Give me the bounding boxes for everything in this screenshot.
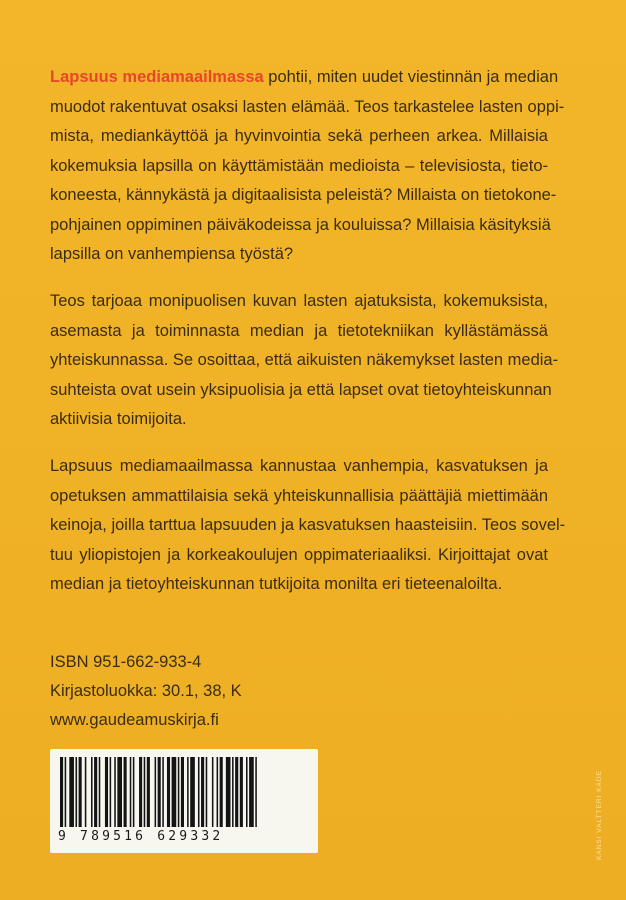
barcode-bar bbox=[246, 757, 248, 827]
barcode-bar bbox=[69, 757, 74, 827]
barcode-bar bbox=[99, 757, 101, 827]
barcode-bar bbox=[226, 757, 231, 827]
barcode-bar bbox=[162, 757, 164, 827]
description-paragraph-3 bbox=[50, 452, 566, 600]
barcode-bar bbox=[65, 757, 67, 827]
paragraph-line: tuu yliopistojen ja korkeakoulujen oppimateriaaliksi. Kirjoittajat ovat bbox=[50, 545, 548, 564]
barcode-bar bbox=[114, 757, 116, 827]
barcode-bar bbox=[144, 757, 146, 827]
barcode-bars bbox=[60, 757, 308, 829]
barcode-bar bbox=[220, 757, 223, 827]
paragraph-line: muodot rakentuvat osaksi lasten elämää. Teos tarkastelee lasten oppi- bbox=[50, 97, 565, 116]
paragraph-line: kokemuksia lapsilla on käyttämistään medioista – televisiosta, tieto- bbox=[50, 156, 548, 175]
barcode-bar bbox=[85, 757, 87, 827]
barcode-bar bbox=[94, 757, 97, 827]
paragraph-line: yhteiskunnassa. Se osoittaa, että aikuisten näkemykset lasten media- bbox=[50, 351, 559, 369]
barcode-bar bbox=[172, 757, 177, 827]
paragraph-line: asemasta ja toiminnasta median ja tietotekniikan kyllästämässä bbox=[50, 321, 548, 340]
paragraph-line: Teos tarjoaa monipuolisen kuvan lasten ajatuksista, kokemuksista, bbox=[50, 292, 548, 310]
barcode-bar bbox=[190, 757, 195, 827]
barcode-digits: 9 789516 629332 bbox=[58, 829, 224, 844]
barcode-bar bbox=[155, 757, 157, 827]
paragraph-line: mista, mediankäyttöä ja hyvinvointia sekä perheen arkea. Millaisia bbox=[50, 127, 548, 145]
barcode-bar bbox=[139, 757, 142, 827]
barcode-bar bbox=[232, 757, 234, 827]
book-title-highlight: Lapsuus mediamaailmassa bbox=[50, 68, 264, 86]
barcode-bar bbox=[212, 757, 214, 827]
paragraph-line: suhteista ovat usein yksipuolisia ja että lapset ovat tietoyhteiskunnan bbox=[50, 380, 552, 399]
publisher-website: www.gaudeamuskirja.fi bbox=[50, 711, 219, 729]
paragraph-line: koneesta, kännykästä ja digitaalisista peleistä? Millaista on tietokone- bbox=[50, 186, 557, 204]
isbn: ISBN 951-662-933-4 bbox=[50, 653, 202, 671]
barcode-bar bbox=[60, 757, 63, 827]
barcode-bar bbox=[198, 757, 200, 827]
barcode bbox=[50, 749, 318, 853]
paragraph-line: Lapsuus mediamaailmassa kannustaa vanhempia, kasvatuksen ja bbox=[50, 457, 548, 475]
paragraph-line: Lapsuus mediamaailmassa pohtii, miten uudet viestinnän ja median bbox=[50, 68, 559, 86]
barcode-bar bbox=[130, 757, 132, 827]
barcode-bar bbox=[206, 757, 208, 827]
barcode-bar bbox=[201, 757, 204, 827]
barcode-bar bbox=[217, 757, 219, 827]
barcode-bar bbox=[79, 757, 82, 827]
publication-info bbox=[50, 648, 242, 735]
paragraph-line: opetuksen ammattilaisia sekä yhteiskunnallisia päättäjiä miettimään bbox=[50, 486, 548, 505]
description-paragraph-1 bbox=[50, 63, 565, 270]
library-classification: Kirjastoluokka: 30.1, 38, K bbox=[50, 682, 242, 700]
barcode-bar bbox=[76, 757, 78, 827]
barcode-bar bbox=[133, 757, 135, 827]
barcode-bar bbox=[167, 757, 170, 827]
paragraph-line: lapsilla on vanhempiensa työstä? bbox=[50, 245, 294, 263]
barcode-bar bbox=[255, 757, 257, 827]
barcode-bar bbox=[147, 757, 150, 827]
barcode-bar bbox=[124, 757, 127, 827]
paragraph-line: pohjainen oppiminen päiväkodeissa ja kouluissa? Millaisia käsityksiä bbox=[50, 215, 551, 234]
barcode-bar bbox=[178, 757, 180, 827]
barcode-bar bbox=[249, 757, 254, 827]
barcode-bar bbox=[181, 757, 184, 827]
description-paragraph-2 bbox=[50, 287, 559, 435]
barcode-bar bbox=[187, 757, 189, 827]
barcode-bar bbox=[158, 757, 161, 827]
cover-credit: KANSI VALTTERI KADE bbox=[596, 770, 603, 860]
paragraph-line: keinoja, joilla tarttua lapsuuden ja kasvatuksen haasteisiin. Teos sovel- bbox=[50, 516, 566, 534]
barcode-bar bbox=[105, 757, 108, 827]
barcode-bar bbox=[117, 757, 122, 827]
barcode-bar bbox=[110, 757, 112, 827]
paragraph-line: median ja tietoyhteiskunnan tutkijoita monilta eri tieteenaloilta. bbox=[50, 575, 503, 593]
barcode-bar bbox=[240, 757, 243, 827]
paragraph-line: aktiivisia toimijoita. bbox=[50, 410, 187, 428]
barcode-bar bbox=[91, 757, 93, 827]
barcode-bar bbox=[235, 757, 238, 827]
